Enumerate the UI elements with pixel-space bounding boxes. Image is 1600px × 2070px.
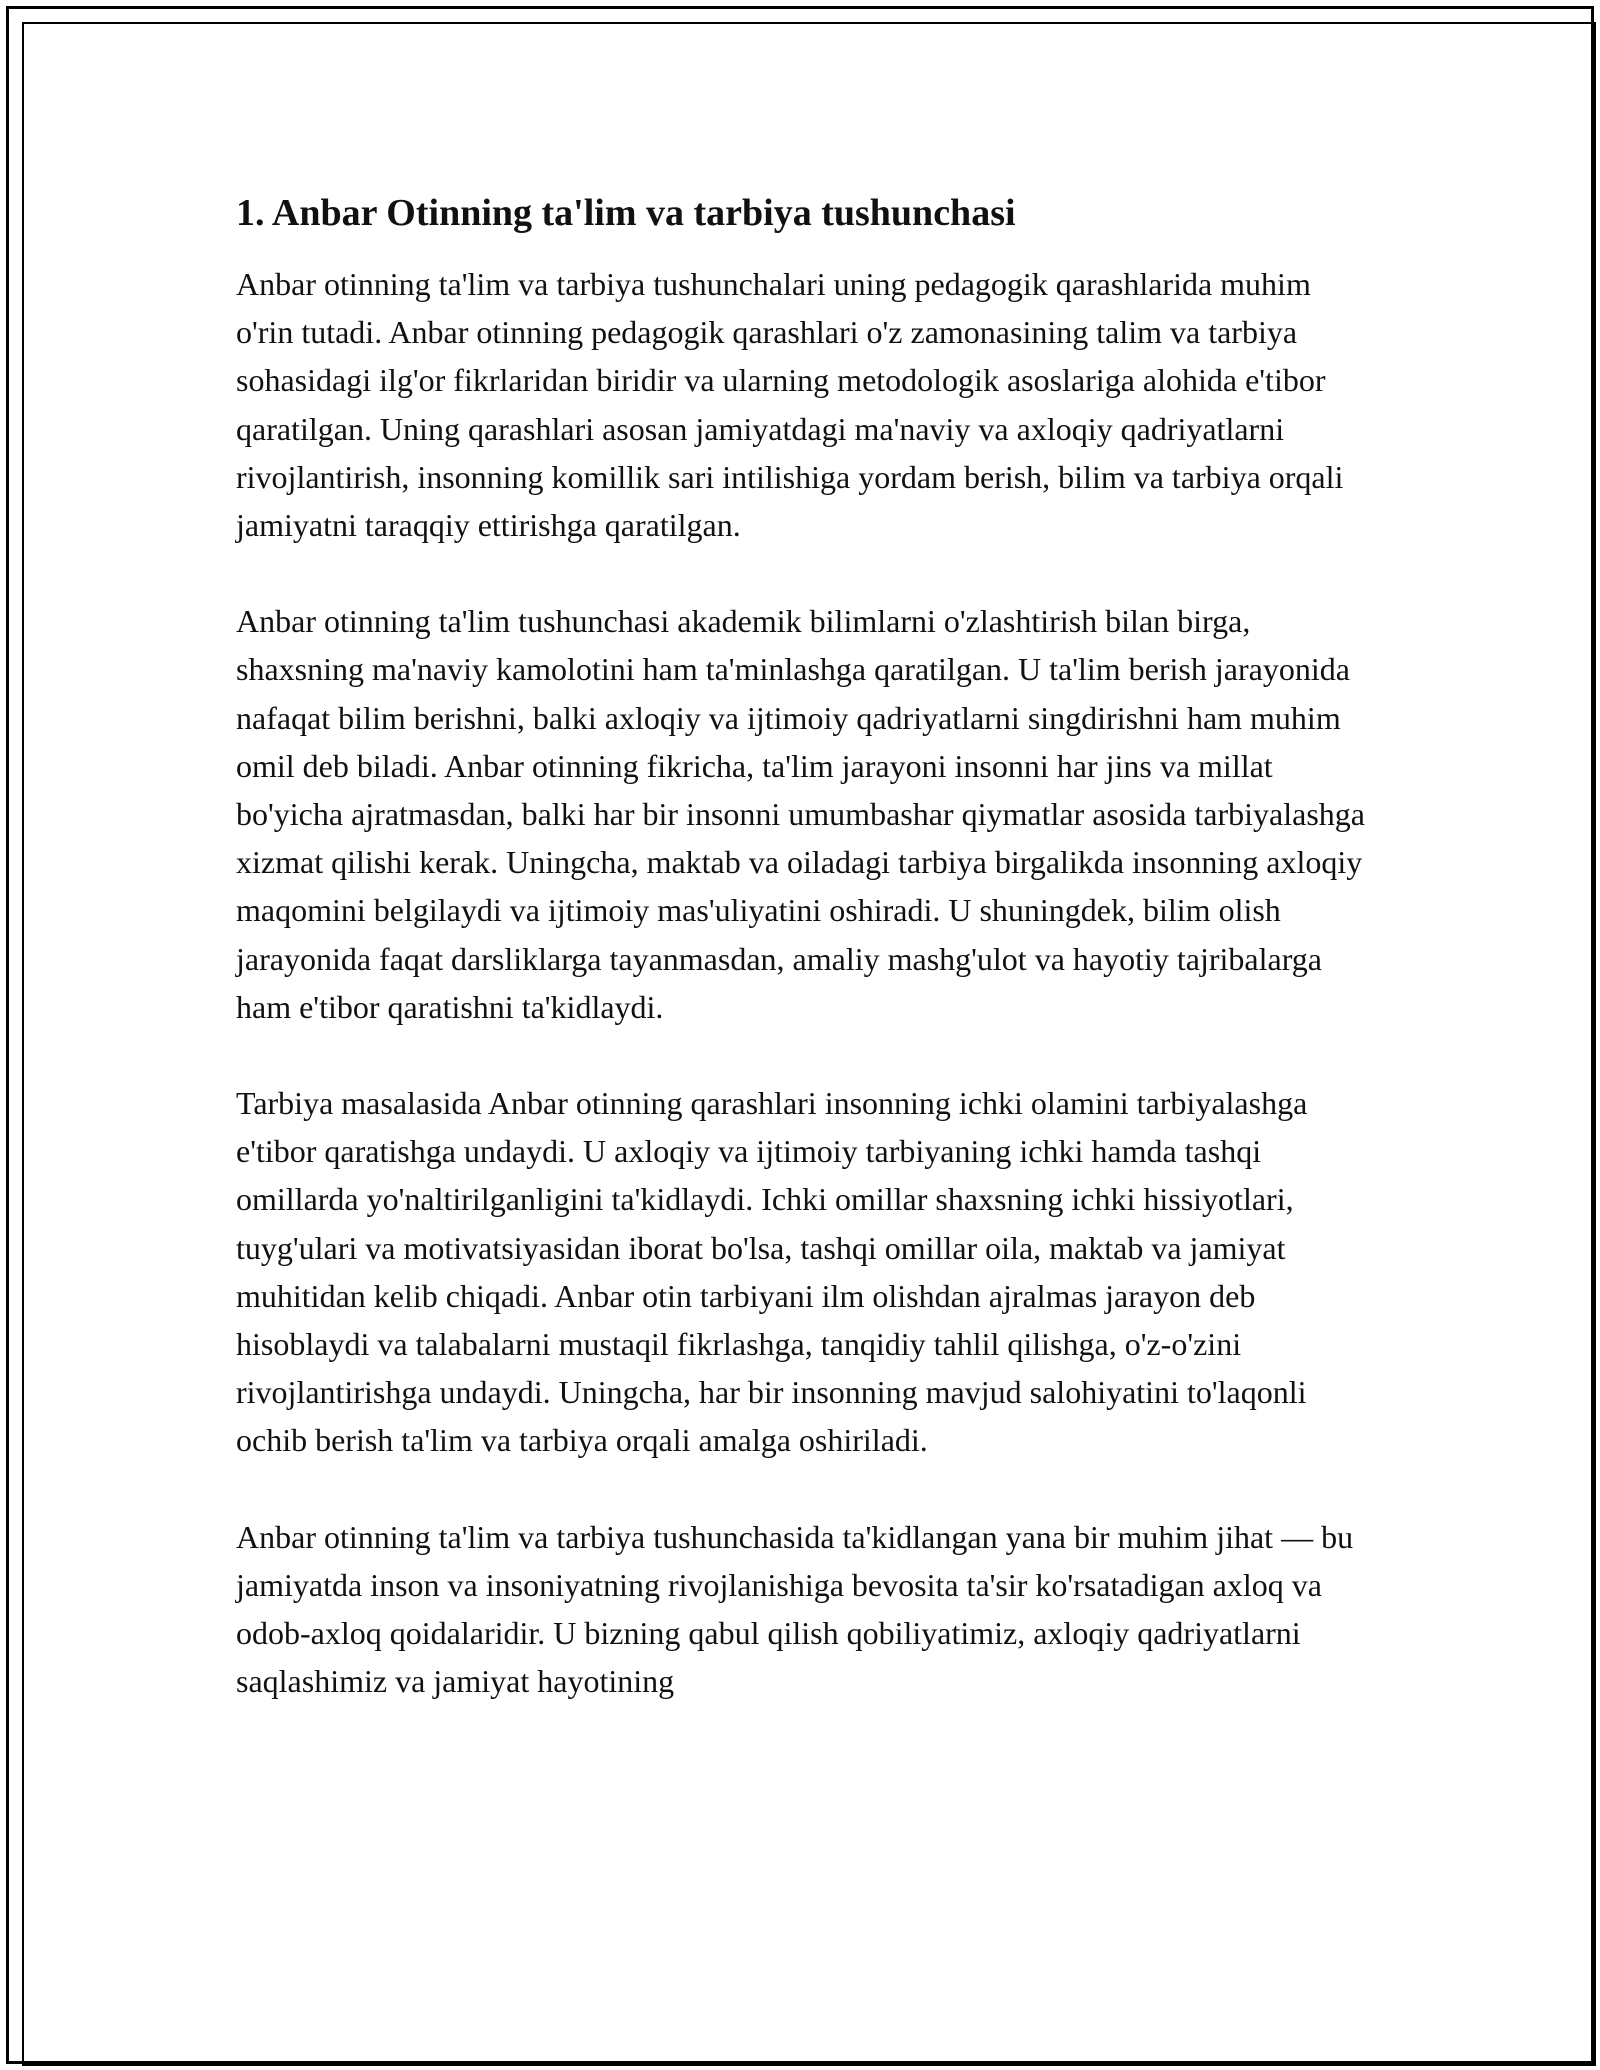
paragraph-2: Anbar otinning ta'lim tushunchasi akademik bilimlarni o'zlashtirish bilan birga, shaxsning ma'naviy kamolotini ham ta'minlashga qaratilgan. U ta'lim berish jarayonida nafaqat bilim berishni, balki axloqiy va ijtimoiy qadriyatlarni singdirishni ham muhim omil deb biladi. Anbar otinning fikricha, ta'lim jarayoni insonni har jins va millat bo'yicha ajratmasdan, balki har bir insonni umumbashar qiymatlar asosida tarbiyalashga xizmat qilishi kerak. Uningcha, maktab va oiladagi tarbiya birgalikda insonning axloqiy maqomini belgilaydi va ijtimoiy mas'uliyatini oshiradi. U shuningdek, bilim olish jarayonida faqat darsliklarga tayanmasdan, amaliy mashg'ulot va hayotiy tajribalarga ham e'tibor qaratishni ta'kidlaydi. bbox=[236, 603, 1365, 1025]
paragraph-4: Anbar otinning ta'lim va tarbiya tushunchasida ta'kidlangan yana bir muhim jihat — bu jamiyatda inson va insoniyatning rivojlanishiga bevosita ta'sir ko'rsatadigan axloq va odob-axloq qoidalaridir. U bizning qabul qilish qobiliyatimiz, axloqiy qadriyatlarni saqlashimiz va jamiyat hayotining bbox=[236, 1518, 1354, 1700]
paragraph-3: Tarbiya masalasida Anbar otinning qarashlari insonning ichki olamini tarbiyalashga e'tibor qaratishga undaydi. U axloqiy va ijtimoiy tarbiyaning ichki hamda tashqi omillarda yo'naltirilganligini ta'kidlaydi. Ichki omillar shaxsning ichki hissiyotlari, tuyg'ulari va motivatsiyasidan iborat bo'lsa, tashqi omillar oila, maktab va jamiyat muhitidan kelib chiqadi. Anbar otin tarbiyani ilm olishdan ajralmas jarayon deb hisoblaydi va talabalarni mustaqil fikrlashga, tanqidiy tahlil qilishga, o'z-o'zini rivojlantirishga undaydi. Uningcha, har bir insonning mavjud salohiyatini to'laqonli ochib berish ta'lim va tarbiya orqali amalga oshiriladi. bbox=[236, 1085, 1308, 1459]
document-body bbox=[236, 186, 1376, 1753]
section-heading: 1. Anbar Otinning ta'lim va tarbiya tushunchasi bbox=[236, 192, 1016, 234]
paragraph-1: Anbar otinning ta'lim va tarbiya tushunchalari uning pedagogik qarashlarida muhim o'rin tutadi. Anbar otinning pedagogik qarashlari o'z zamonasining talim va tarbiya sohasidagi ilg'or fikrlaridan biridir va ularning metodologik asoslariga alohida e'tibor qaratilgan. Uning qarashlari asosan jamiyatdagi ma'naviy va axloqiy qadriyatlarni rivojlantirish, insonning komillik sari intilishiga yordam berish, bilim va tarbiya orqali jamiyatni taraqqiy ettirishga qaratilgan. bbox=[236, 266, 1344, 544]
